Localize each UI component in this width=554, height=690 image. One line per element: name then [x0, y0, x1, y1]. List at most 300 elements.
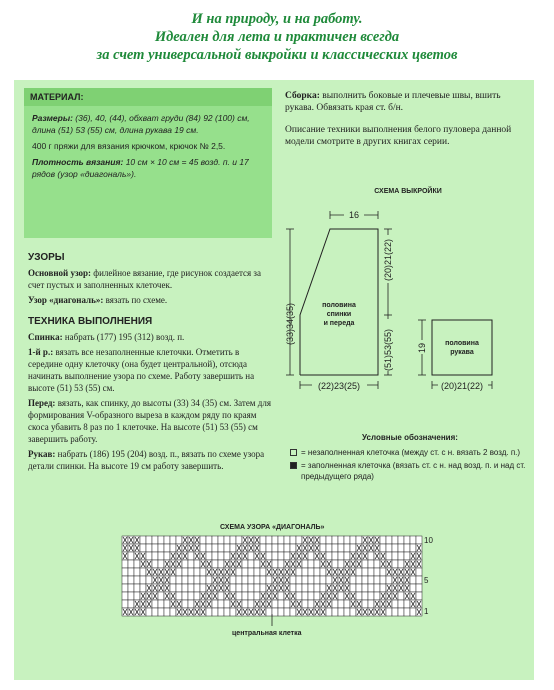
back-text: Спинка: набрать (177) 195 (312) возд. п.	[28, 332, 185, 342]
patterns-title: УЗОРЫ	[28, 252, 65, 263]
grid-cell	[206, 544, 212, 552]
grid-cell	[374, 576, 380, 584]
density-text: Плотность вязания: 10 см × 10 см = 45 возд. п. и 17 рядов (узор «диагональ»).	[32, 157, 249, 179]
grid-cell	[350, 608, 356, 616]
sleeve-outline	[432, 320, 492, 375]
grid-cell	[386, 544, 392, 552]
grid-cell	[338, 592, 344, 600]
grid-cell	[338, 608, 344, 616]
grid-cell	[398, 552, 404, 560]
grid-cell	[398, 592, 404, 600]
grid-cell	[374, 560, 380, 568]
filled-cell-icon	[290, 462, 297, 469]
grid-cell	[344, 608, 350, 616]
legend-title: Условные обозначения:	[362, 433, 458, 442]
grid-cell	[308, 552, 314, 560]
grid-cell	[314, 568, 320, 576]
legend-empty-text: = незаполненная клеточка (между ст. с н. вязать 2 возд. п.)	[301, 448, 521, 457]
grid-cell	[182, 560, 188, 568]
grid-cell	[206, 608, 212, 616]
grid-cell	[230, 608, 236, 616]
diag-pattern-text: Узор «диагональ»: вязать по схеме.	[28, 295, 168, 305]
empty-cell-icon	[290, 449, 297, 456]
grid-cell	[152, 536, 158, 544]
grid-cell	[386, 536, 392, 544]
grid-cell	[392, 544, 398, 552]
grid-cell	[356, 536, 362, 544]
grid-cell	[278, 592, 284, 600]
material-box	[24, 88, 272, 238]
grid-cell	[374, 568, 380, 576]
grid-cell	[350, 576, 356, 584]
grid-cell	[338, 544, 344, 552]
grid-cell	[368, 584, 374, 592]
grid-cell	[152, 544, 158, 552]
yarn-text: 400 г пряжи для вязания крючком, крючок № 2,5.	[32, 141, 226, 151]
grid-cell	[206, 552, 212, 560]
sizes-text: Размеры: (36), 40, (44), обхват груди (84) 92 (100) см, длина (51) 53 (55) см, длина рукава 19 см.	[32, 113, 250, 135]
page-header	[0, 10, 554, 64]
grid-cell	[326, 544, 332, 552]
grid-cell	[206, 536, 212, 544]
grid-cell	[188, 560, 194, 568]
grid-cell	[170, 608, 176, 616]
grid-cell	[356, 576, 362, 584]
grid-cell	[272, 544, 278, 552]
grid-cell	[122, 600, 128, 608]
grid-cell	[380, 584, 386, 592]
grid-cell	[374, 592, 380, 600]
diag-scheme-grid	[120, 534, 460, 634]
grid-cell	[302, 592, 308, 600]
grid-cell	[122, 576, 128, 584]
grid-cell	[272, 560, 278, 568]
grid-cell	[188, 552, 194, 560]
grid-cell	[368, 560, 374, 568]
grid-cell	[278, 608, 284, 616]
grid-cell	[134, 560, 140, 568]
grid-cell	[140, 584, 146, 592]
grid-cell	[188, 584, 194, 592]
grid-cell	[284, 552, 290, 560]
grid-cell	[194, 568, 200, 576]
row-label-5: 5	[424, 576, 429, 585]
grid-cell	[212, 560, 218, 568]
grid-cell	[416, 536, 422, 544]
grid-cell	[344, 544, 350, 552]
grid-cell	[290, 576, 296, 584]
grid-cell	[392, 560, 398, 568]
row-label-1: 1	[424, 607, 429, 616]
grid-cell	[158, 536, 164, 544]
grid-cell	[362, 584, 368, 592]
grid-cell	[254, 592, 260, 600]
grid-cell	[362, 592, 368, 600]
grid-cell	[302, 560, 308, 568]
grid-cell	[398, 536, 404, 544]
grid-cell	[296, 592, 302, 600]
grid-cell	[254, 568, 260, 576]
grid-cell	[128, 576, 134, 584]
grid-cell	[158, 560, 164, 568]
dim-sleeve-width: (20)21(22)	[440, 381, 484, 391]
assembly-note: Описание техники выполнения белого пуловера данной модели смотрите в других книгах серии.	[285, 125, 512, 147]
grid-cell	[320, 568, 326, 576]
grid-cell	[224, 600, 230, 608]
grid-cell	[398, 560, 404, 568]
basic-pattern-text: Основной узор: филейное вязание, где рисунок создается за счет пустых и заполненных клеточек.	[28, 268, 261, 290]
grid-cell	[242, 600, 248, 608]
grid-cell	[260, 544, 266, 552]
grid-cell	[122, 584, 128, 592]
grid-cell	[284, 600, 290, 608]
grid-cell	[224, 552, 230, 560]
grid-cell	[200, 576, 206, 584]
grid-cell	[176, 584, 182, 592]
grid-cell	[350, 584, 356, 592]
grid-cell	[128, 600, 134, 608]
grid-cell	[218, 552, 224, 560]
grid-cell	[338, 600, 344, 608]
grid-cell	[308, 576, 314, 584]
grid-cell	[314, 592, 320, 600]
grid-cell	[416, 576, 422, 584]
grid-cell	[404, 600, 410, 608]
dim-body-right: (20)21(22)	[383, 238, 393, 281]
grid-cell	[218, 536, 224, 544]
grid-cell	[326, 536, 332, 544]
grid-cell	[194, 584, 200, 592]
grid-cell	[200, 568, 206, 576]
grid-cell	[182, 568, 188, 576]
grid-cell	[386, 608, 392, 616]
grid-cell	[380, 576, 386, 584]
grid-cell	[236, 568, 242, 576]
technique-title: ТЕХНИКА ВЫПОЛНЕНИЯ	[28, 316, 153, 327]
grid-cell	[242, 584, 248, 592]
grid-cell	[146, 552, 152, 560]
grid-cell	[398, 600, 404, 608]
grid-cell	[410, 608, 416, 616]
dim-top: 16	[348, 210, 360, 220]
grid-cell	[278, 560, 284, 568]
grid-cell	[368, 552, 374, 560]
grid-cell	[320, 584, 326, 592]
grid-cell	[134, 568, 140, 576]
grid-cell	[260, 584, 266, 592]
grid-cell	[386, 576, 392, 584]
grid-cell	[164, 552, 170, 560]
grid-cell	[128, 584, 134, 592]
grid-cell	[248, 568, 254, 576]
grid-cell	[254, 576, 260, 584]
body-label-3: и переда	[323, 320, 355, 327]
grid-cell	[140, 544, 146, 552]
grid-cell	[326, 608, 332, 616]
front-text: Перед: вязать, как спинку, до высоты (33) 34 (35) см. Затем для формирования V-образного выреза в каждом ряду по краям скоса убавить 8 раз по 1 клеточке. На высоте (51) 53 (55) см завершить работу.	[28, 398, 271, 444]
legend-empty	[290, 447, 530, 458]
grid-cell	[314, 584, 320, 592]
grid-cell	[266, 536, 272, 544]
grid-cell	[410, 584, 416, 592]
grid-cell	[410, 576, 416, 584]
grid-cell	[140, 536, 146, 544]
grid-cell	[290, 584, 296, 592]
grid-cell	[416, 584, 422, 592]
grid-cell	[308, 592, 314, 600]
grid-cell	[320, 536, 326, 544]
grid-cell	[332, 552, 338, 560]
dim-body-height: (33)34(35)	[285, 302, 295, 345]
grid-cell	[344, 552, 350, 560]
grid-cell	[248, 600, 254, 608]
grid-cell	[152, 560, 158, 568]
grid-cell	[290, 608, 296, 616]
pattern-scheme-title: СХЕМА ВЫКРОЙКИ	[374, 188, 442, 195]
grid-cell	[314, 576, 320, 584]
sleeve-label-2: рукава	[450, 349, 474, 356]
grid-cell	[182, 584, 188, 592]
grid-cell	[248, 576, 254, 584]
grid-cell	[176, 568, 182, 576]
grid-cell	[230, 576, 236, 584]
grid-cell	[392, 552, 398, 560]
grid-cell	[398, 544, 404, 552]
grid-cell	[218, 608, 224, 616]
grid-cell	[158, 592, 164, 600]
grid-cell	[260, 576, 266, 584]
grid-cell	[380, 536, 386, 544]
grid-cell	[344, 536, 350, 544]
material-title: МАТЕРИАЛ:	[24, 88, 272, 106]
grid-cell	[284, 544, 290, 552]
header-line-3: за счет универсальной выкройки и классических цветов	[96, 47, 458, 63]
grid-cell	[200, 536, 206, 544]
grid-cell	[248, 552, 254, 560]
grid-cell	[296, 568, 302, 576]
grid-cell	[236, 592, 242, 600]
grid-cell	[362, 560, 368, 568]
grid-cell	[188, 576, 194, 584]
legend-filled	[290, 460, 530, 482]
grid-cell	[266, 576, 272, 584]
grid-cell	[170, 536, 176, 544]
grid-cell	[374, 584, 380, 592]
grid-cell	[266, 544, 272, 552]
dim-body-width: (22)23(25)	[317, 381, 361, 391]
grid-cell	[242, 576, 248, 584]
grid-cell	[296, 584, 302, 592]
grid-cell	[134, 584, 140, 592]
grid-cell	[122, 592, 128, 600]
grid-cell	[362, 568, 368, 576]
assembly-column	[285, 90, 525, 158]
grid-cell	[284, 536, 290, 544]
grid-cell	[290, 536, 296, 544]
grid-cell	[338, 536, 344, 544]
grid-cell	[308, 560, 314, 568]
grid-cell	[236, 584, 242, 592]
grid-cell	[218, 544, 224, 552]
grid-cell	[410, 544, 416, 552]
grid-cell	[278, 544, 284, 552]
grid-cell	[188, 568, 194, 576]
grid-cell	[296, 536, 302, 544]
grid-cell	[164, 608, 170, 616]
grid-cell	[152, 552, 158, 560]
grid-cell	[170, 544, 176, 552]
grid-cell	[380, 544, 386, 552]
grid-cell	[212, 600, 218, 608]
grid-cell	[188, 600, 194, 608]
grid-cell	[404, 544, 410, 552]
grid-cell	[182, 600, 188, 608]
grid-cell	[392, 608, 398, 616]
grid-cell	[368, 600, 374, 608]
legend	[290, 432, 530, 484]
grid-cell	[158, 608, 164, 616]
legend-filled-text: = заполненная клеточка (вязать ст. с н. над возд. п. и над ст. предыдущего ряда)	[301, 461, 526, 481]
header-line-2: Идеален для лета и практичен всегда	[154, 29, 400, 45]
grid-cell	[308, 584, 314, 592]
grid-cell	[224, 536, 230, 544]
assembly-text: Сборка: выполнить боковые и плечевые швы, вшить рукава. Обвязать края ст. б/н.	[285, 91, 501, 113]
grid-cell	[266, 608, 272, 616]
grid-cell	[212, 536, 218, 544]
grid-cell	[230, 544, 236, 552]
grid-cell	[314, 560, 320, 568]
grid-cell	[152, 608, 158, 616]
grid-cell	[404, 608, 410, 616]
body-label-1: половина	[322, 302, 356, 309]
grid-cell	[236, 536, 242, 544]
grid-cell	[122, 568, 128, 576]
pattern-scheme	[278, 185, 538, 415]
grid-cell	[356, 584, 362, 592]
grid-cell	[242, 560, 248, 568]
grid-cell	[152, 600, 158, 608]
grid-cell	[308, 568, 314, 576]
header-line-1: И на природу, и на работу.	[191, 11, 363, 27]
grid-cell	[398, 608, 404, 616]
grid-cell	[164, 544, 170, 552]
center-cell-label: центральная клетка	[232, 630, 302, 637]
grid-cell	[296, 576, 302, 584]
grid-cell	[212, 544, 218, 552]
grid-cell	[176, 576, 182, 584]
grid-cell	[332, 560, 338, 568]
grid-cell	[362, 576, 368, 584]
grid-cell	[218, 600, 224, 608]
grid-cell	[272, 600, 278, 608]
grid-cell	[236, 576, 242, 584]
dim-sleeve-height: 19	[417, 342, 427, 353]
grid-cell	[320, 576, 326, 584]
grid-cell	[320, 544, 326, 552]
diag-scheme-title: СХЕМА УЗОРА «ДИАГОНАЛЬ»	[220, 524, 325, 531]
grid-cell	[332, 600, 338, 608]
grid-cell	[368, 592, 374, 600]
grid-cell	[140, 576, 146, 584]
instructions-column	[28, 252, 273, 475]
grid-cell	[344, 600, 350, 608]
grid-cell	[164, 536, 170, 544]
grid-cell	[158, 544, 164, 552]
grid-cell	[278, 536, 284, 544]
grid-cell	[230, 584, 236, 592]
grid-cell	[302, 600, 308, 608]
grid-cell	[128, 552, 134, 560]
grid-cell	[392, 600, 398, 608]
sleeve-text: Рукав: набрать (186) 195 (204) возд. п., вязать по схеме узора детали спинки. На высоте 19 см работу завершить.	[28, 449, 265, 471]
grid-cell	[242, 568, 248, 576]
grid-cell	[128, 560, 134, 568]
grid-cell	[206, 576, 212, 584]
grid-cell	[146, 576, 152, 584]
grid-cell	[260, 568, 266, 576]
grid-cell	[164, 600, 170, 608]
grid-cell	[194, 592, 200, 600]
grid-cell	[242, 592, 248, 600]
grid-cell	[278, 552, 284, 560]
grid-cell	[182, 592, 188, 600]
grid-cell	[332, 608, 338, 616]
grid-cell	[356, 568, 362, 576]
grid-cell	[224, 544, 230, 552]
grid-cell	[134, 576, 140, 584]
grid-cell	[332, 544, 338, 552]
grid-cell	[392, 536, 398, 544]
grid-cell	[404, 536, 410, 544]
grid-cell	[326, 576, 332, 584]
grid-cell	[266, 552, 272, 560]
grid-cell	[380, 568, 386, 576]
grid-cell	[302, 568, 308, 576]
grid-cell	[200, 544, 206, 552]
grid-cell	[254, 584, 260, 592]
grid-cell	[332, 536, 338, 544]
grid-cell	[350, 544, 356, 552]
grid-cell	[248, 560, 254, 568]
body-label-2: спинки	[326, 311, 352, 318]
grid-cell	[122, 560, 128, 568]
grid-cell	[146, 544, 152, 552]
grid-cell	[146, 536, 152, 544]
grid-cell	[272, 608, 278, 616]
grid-cell	[326, 552, 332, 560]
row-label-10: 10	[424, 536, 433, 545]
grid-cell	[188, 592, 194, 600]
grid-cell	[182, 576, 188, 584]
grid-cell	[410, 536, 416, 544]
grid-cell	[404, 552, 410, 560]
grid-cell	[416, 592, 422, 600]
grid-cell	[248, 592, 254, 600]
grid-cell	[194, 560, 200, 568]
grid-cell	[416, 568, 422, 576]
grid-cell	[284, 608, 290, 616]
dim-body-total: (51)53(55)	[383, 328, 393, 371]
grid-cell	[272, 536, 278, 544]
grid-cell	[356, 592, 362, 600]
grid-cell	[128, 592, 134, 600]
grid-cell	[170, 576, 176, 584]
grid-cell	[386, 552, 392, 560]
grid-cell	[368, 576, 374, 584]
grid-cell	[248, 584, 254, 592]
grid-cell	[278, 600, 284, 608]
grid-cell	[128, 568, 134, 576]
